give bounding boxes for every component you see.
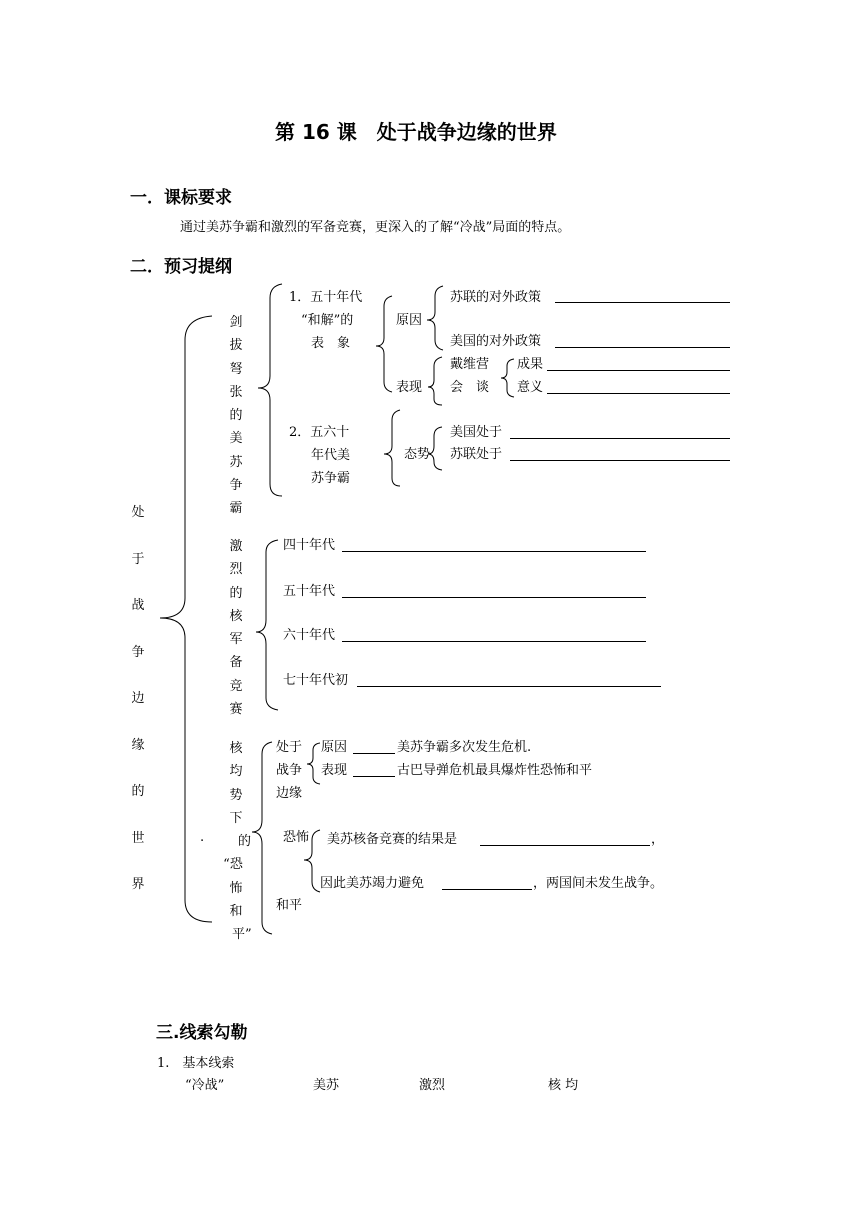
root-brace: [160, 316, 212, 922]
situation-item: 苏联处于: [450, 447, 503, 462]
clue-word: “冷战”: [185, 1078, 225, 1093]
brink-item-label: 表现: [321, 763, 348, 778]
clue-item: 1. 基本线索: [157, 1056, 235, 1071]
branch2-char: 赛: [229, 702, 243, 718]
branch1-char: 的: [229, 408, 243, 424]
root-char: 的: [131, 784, 145, 799]
sub1-label-line: 1．五十年代: [289, 290, 363, 305]
answer-line: [510, 438, 730, 439]
peace-top-label: 恐怖: [283, 830, 310, 845]
talk-item: 成果: [517, 357, 544, 372]
brink-item-text: 美苏争霸多次发生危机.: [397, 740, 532, 755]
reason-brace: [427, 286, 443, 350]
sub1-label-line: “和解”的: [301, 313, 354, 328]
arms-race-item: 七十年代初: [283, 673, 349, 688]
sub1-label-line: 表 象: [311, 336, 351, 351]
perform-label: 表现: [396, 380, 423, 395]
arms-race-item: 四十年代: [283, 538, 336, 553]
root-char: 争: [131, 644, 145, 660]
answer-line: [547, 393, 730, 394]
branch3-label: [223, 737, 252, 947]
arms-race-item: 五十年代: [283, 584, 336, 599]
root-label: [128, 490, 148, 909]
root-char: 界: [131, 877, 145, 892]
section2-heading: 二．预习提纲: [130, 257, 232, 277]
answer-line: [510, 460, 730, 461]
branch3-char: 势: [229, 787, 243, 803]
section1-heading: 一．课标要求: [130, 188, 232, 208]
branch2-brace: [256, 540, 278, 710]
sub2-label-line: 苏争霸: [311, 471, 351, 486]
answer-line: [442, 889, 532, 890]
branch2-char: 军: [229, 632, 243, 648]
branch2-label: [226, 535, 246, 721]
answer-line: [480, 845, 650, 846]
branch1-label: [226, 311, 246, 521]
branch3-char: “恐: [223, 857, 243, 873]
brink-brace: [307, 743, 320, 784]
answer-line: [342, 551, 646, 552]
branch1-char: 美: [229, 431, 243, 447]
situation-label: 态势: [404, 447, 431, 462]
reason-item: 苏联的对外政策: [450, 290, 542, 305]
peace-item-tail: ，: [651, 832, 665, 847]
answer-line: [353, 753, 395, 754]
root-char: 世: [131, 830, 145, 846]
sub2-label-line: 2．五六十: [289, 425, 350, 440]
branch2-char: 激: [229, 539, 243, 554]
peace-item-tail: ，两国间未发生战争。: [533, 876, 664, 891]
branch3-char: 均: [229, 764, 243, 780]
root-char: 缘: [131, 737, 145, 753]
answer-line: [555, 302, 730, 303]
brink-label-line: 处于: [276, 740, 303, 755]
branch3-char: 核: [229, 741, 243, 756]
talk-item: 意义: [517, 380, 544, 395]
brink-item-label: 原因: [321, 740, 348, 755]
root-char: 处: [131, 505, 145, 520]
branch3-char: 怖: [229, 880, 243, 896]
answer-line: [357, 686, 661, 687]
branch1-char: 剑: [229, 315, 243, 330]
branch1-char: 张: [229, 384, 243, 400]
brink-label-line: 战争: [276, 763, 303, 778]
peace-bottom-label: 和平: [276, 898, 303, 913]
branch3-brace: [252, 742, 272, 934]
branch1-char: 霸: [229, 501, 243, 517]
page-title: 第 16 课 处于战争边缘的世界: [275, 120, 557, 144]
answer-line: [342, 641, 646, 642]
stray-dot: .: [200, 830, 205, 845]
brink-label-line: 边缘: [276, 786, 303, 801]
sub2-label-line: 年代美: [311, 448, 351, 463]
branch3-char: 的: [238, 834, 252, 850]
brink-item-text: 古巴导弹危机最具爆炸性恐怖和平: [397, 763, 593, 778]
reason-item: 美国的对外政策: [450, 334, 542, 349]
section1-text: 通过美苏争霸和激烈的军备竞赛，更深入的了解“冷战”局面的特点。: [180, 220, 571, 235]
clue-word: 美苏: [313, 1078, 340, 1093]
answer-line: [342, 597, 646, 598]
situation-brace: [428, 427, 442, 470]
branch2-char: 烈: [229, 562, 243, 578]
answer-line: [353, 776, 395, 777]
clue-word: 激烈: [419, 1078, 446, 1093]
reason-label: 原因: [396, 313, 423, 328]
branch3-char: 下: [229, 810, 243, 826]
branch3-char: 平”: [232, 927, 252, 943]
answer-line: [555, 347, 730, 348]
branch1-char: 弩: [229, 361, 243, 377]
branch2-char: 竞: [229, 678, 243, 694]
root-char: 于: [131, 551, 145, 567]
branch1-char: 争: [229, 478, 243, 494]
arms-race-item: 六十年代: [283, 628, 336, 643]
branch1-char: 苏: [229, 454, 243, 470]
branch2-char: 备: [229, 655, 243, 671]
answer-line: [547, 370, 730, 371]
branch2-char: 的: [229, 585, 243, 601]
perform-brace: [428, 357, 442, 405]
talk-brace: [501, 359, 514, 397]
peace-item-text: 因此美苏竭力避免: [320, 876, 425, 891]
root-char: 边: [131, 691, 145, 706]
peace-item-text: 美苏核备竞赛的结果是: [327, 832, 458, 847]
branch2-char: 核: [229, 608, 243, 624]
branch1-brace: [258, 284, 282, 496]
section3-heading: 三.线索勾勒: [156, 1023, 248, 1043]
branch1-char: 拔: [229, 338, 243, 354]
branch3-char: 和: [229, 904, 243, 920]
root-char: 战: [131, 598, 145, 613]
talk-line: 戴维营: [450, 357, 490, 372]
situation-item: 美国处于: [450, 425, 503, 440]
clue-word: 核 均: [548, 1078, 579, 1093]
talk-line: 会 谈: [450, 380, 490, 395]
sub2-brace: [384, 410, 400, 486]
sub1-brace: [376, 296, 392, 392]
